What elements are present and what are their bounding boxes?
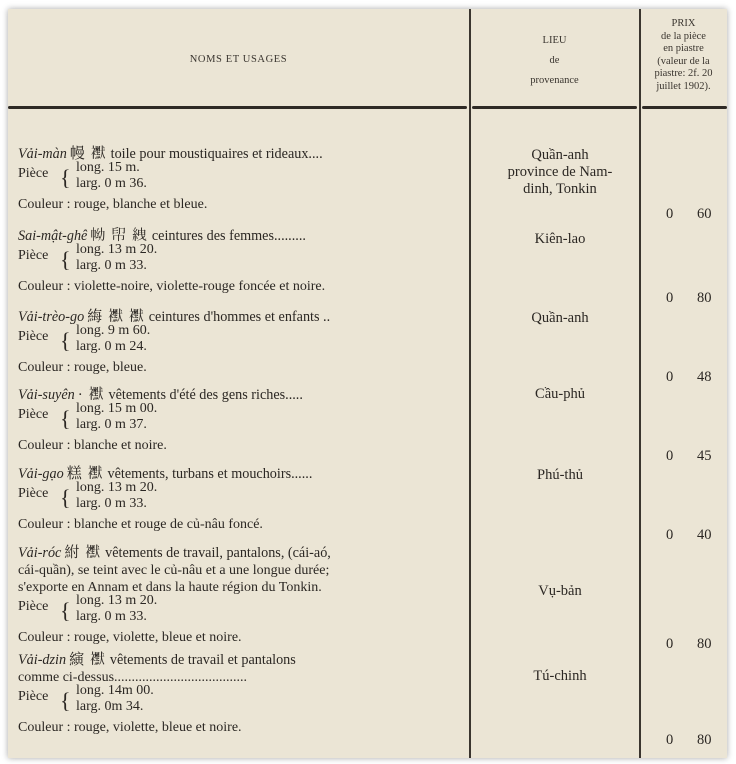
brace-glyph: { [60, 598, 71, 623]
price-piastre: 0 [666, 527, 674, 543]
brace-glyph: { [60, 406, 71, 431]
piece-label: Pièce [18, 248, 49, 263]
dimension-width: larg. 0 m 36. [76, 176, 147, 191]
document-page [8, 9, 727, 758]
lieu-line: Quần-anh [531, 310, 589, 326]
item-usage: vêtements de travail et pantalons [109, 652, 296, 668]
couleur-value: : violette-noire, violette-rouge foncée et noire. [66, 279, 326, 294]
couleur-label: Couleur [18, 197, 64, 212]
price-piastre: 0 [666, 206, 674, 222]
dimension-width: larg. 0 m 37. [76, 417, 147, 432]
dimension-width: larg. 0m 34. [76, 699, 144, 714]
price-cents: 80 [697, 290, 712, 306]
header-lieu-line: provenance [530, 75, 579, 86]
couleur-value: : rouge, violette, bleue et noire. [66, 720, 242, 735]
header-prix-line: juillet 1902). [656, 80, 711, 92]
row-title [18, 228, 306, 244]
header-rule [472, 106, 637, 109]
item-characters: 䋦 𧞾 𧞾 [87, 309, 145, 325]
couleur-line [18, 360, 147, 376]
price-piastre: 0 [666, 369, 674, 385]
dimension-width: larg. 0 m 24. [76, 339, 147, 354]
item-usage-continued: comme ci-dessus...................................... [18, 670, 248, 685]
row-title [18, 146, 323, 162]
lieu-de-provenance [478, 147, 642, 198]
couleur-label: Couleur [18, 517, 64, 532]
lieu-de-provenance [478, 386, 642, 403]
header-prix-line: en piastre [663, 43, 704, 54]
couleur-line [18, 197, 207, 213]
header-lieu-line: de [549, 55, 560, 66]
dimension-width: larg. 0 m 33. [76, 609, 147, 624]
lieu-de-provenance [478, 668, 642, 685]
couleur-value: : rouge, bleue. [66, 360, 147, 375]
item-usage: toile pour moustiquaires et rideaux.... [110, 146, 323, 162]
piece-label: Pièce [18, 689, 49, 704]
couleur-label: Couleur [18, 630, 64, 645]
brace-glyph: { [60, 485, 71, 510]
lieu-line: dinh, Tonkin [523, 181, 597, 197]
lieu-line: Vụ-bản [538, 583, 582, 599]
lieu-de-provenance [478, 310, 642, 327]
column-divider-2 [639, 9, 641, 758]
header-rule [8, 106, 467, 109]
dimension-length: long. 15 m 00. [76, 401, 158, 416]
piece-label: Pièce [18, 486, 49, 501]
piece-label: Pièce [18, 599, 49, 614]
lieu-de-provenance [478, 583, 642, 600]
brace-glyph: { [60, 165, 71, 190]
couleur-label: Couleur [18, 720, 64, 735]
item-characters: 幔 𧞾 [69, 146, 107, 162]
dimension-length: long. 9 m 60. [76, 323, 151, 338]
price-cents: 48 [697, 369, 712, 385]
item-usage: vêtements d'été des gens riches..... [108, 387, 303, 403]
lieu-line: Phú-thủ [537, 467, 583, 483]
price-cents: 60 [697, 206, 712, 222]
dimension-length: long. 13 m 20. [76, 593, 158, 608]
dimension-length: long. 14m 00. [76, 683, 154, 698]
row-title [18, 387, 303, 403]
item-usage-continued: s'exporte en Annam et dans la haute région du Tonkin. [18, 580, 322, 595]
piece-label: Pièce [18, 166, 49, 181]
lieu-line: province de Nam- [507, 164, 613, 180]
header-prix-line: piastre: 2f. 20 [654, 68, 713, 79]
item-usage: vêtements de travail, pantalons, (cái-aó, [105, 545, 331, 561]
couleur-value: : rouge, blanche et bleue. [66, 197, 208, 212]
couleur-line [18, 720, 242, 736]
brace-glyph: { [60, 247, 71, 272]
item-name: Vải-trèo-go [18, 309, 85, 325]
brace-glyph: { [60, 688, 71, 713]
row-title [18, 466, 312, 482]
item-characters: · 𧞾 [77, 387, 105, 403]
header-lieu-line: LIEU [542, 35, 567, 46]
item-name: Vải-suyên [18, 387, 75, 403]
price-piastre: 0 [666, 732, 674, 748]
item-usage: ceintures d'hommes et enfants .. [148, 309, 331, 325]
dimension-length: long. 13 m 20. [76, 480, 158, 495]
column-divider-1 [469, 9, 471, 758]
row-title [18, 309, 330, 325]
header-noms-et-usages: NOMS ET USAGES [189, 54, 288, 65]
price-cents: 80 [697, 732, 712, 748]
couleur-value: : blanche et noire. [66, 438, 167, 453]
header-prix [640, 18, 727, 93]
couleur-value: : rouge, violette, bleue et noire. [66, 630, 242, 645]
item-characters: 縯 𧞾 [69, 652, 106, 668]
couleur-label: Couleur [18, 360, 64, 375]
row-title [18, 652, 296, 668]
price-cents: 40 [697, 527, 712, 543]
couleur-line [18, 517, 263, 533]
lieu-line: Cầu-phủ [535, 386, 585, 402]
price-piastre: 0 [666, 448, 674, 464]
price-piastre: 0 [666, 636, 674, 652]
lieu-de-provenance [478, 231, 642, 248]
item-name: Vải-róc [18, 545, 62, 561]
lieu-de-provenance [478, 467, 642, 484]
row-title [18, 545, 331, 561]
lieu-line: Quần-anh [531, 147, 589, 163]
couleur-line [18, 438, 167, 454]
dimension-length: long. 13 m 20. [76, 242, 158, 257]
header-rule [642, 106, 727, 109]
item-characters: 𢂊 𢂗 絏 [90, 228, 148, 244]
lieu-line: Tú-chinh [533, 668, 587, 684]
item-name: Vải-màn [18, 146, 67, 162]
couleur-line [18, 279, 325, 295]
dimension-length: long. 15 m. [76, 160, 140, 175]
dimension-width: larg. 0 m 33. [76, 496, 147, 511]
header-prix-line: PRIX [671, 18, 696, 29]
brace-glyph: { [60, 328, 71, 353]
couleur-label: Couleur [18, 438, 64, 453]
item-name: Vải-gạo [18, 466, 64, 482]
item-name: Vải-dzin [18, 652, 67, 668]
price-cents: 45 [697, 448, 712, 464]
piece-label: Pièce [18, 329, 49, 344]
item-usage: ceintures des femmes......... [151, 228, 306, 244]
header-prix-line: de la pièce [661, 30, 706, 42]
item-characters: 紨 𧞾 [64, 545, 102, 561]
item-name: Sai-mật-ghê [18, 228, 88, 244]
header-lieu [470, 31, 639, 91]
dimension-width: larg. 0 m 33. [76, 258, 147, 273]
header-prix-line: (valeur de la [657, 55, 710, 67]
couleur-value: : blanche et rouge de củ-nâu foncé. [66, 517, 263, 532]
couleur-label: Couleur [18, 279, 64, 294]
price-piastre: 0 [666, 290, 674, 306]
item-characters: 糕 𧞾 [66, 466, 104, 482]
price-cents: 80 [697, 636, 712, 652]
item-usage: vêtements, turbans et mouchoirs...... [107, 466, 313, 482]
lieu-line: Kiên-lao [534, 231, 586, 247]
item-usage-continued: cái-quần), se teint avec le củ-nâu et a une longue durée; [18, 563, 330, 578]
piece-label: Pièce [18, 407, 49, 422]
couleur-line [18, 630, 242, 646]
